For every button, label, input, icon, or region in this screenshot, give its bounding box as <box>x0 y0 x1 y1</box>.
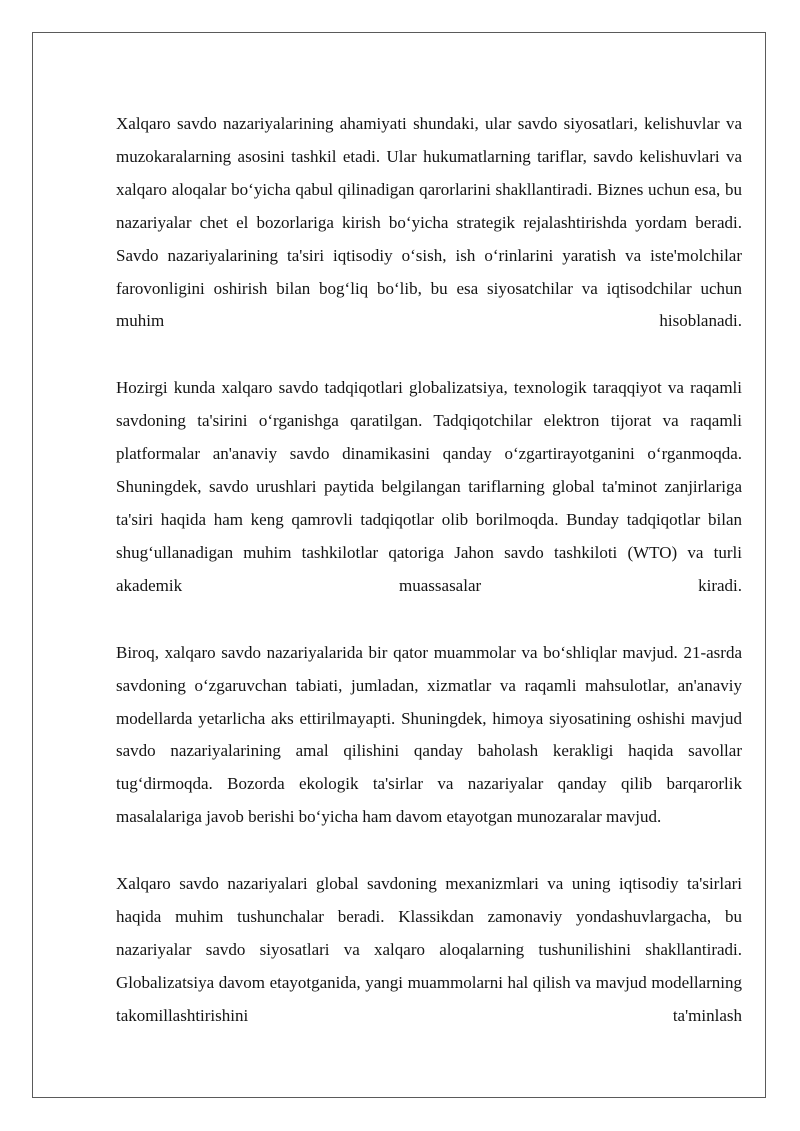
paragraph-1: Xalqaro savdo nazariyalarining ahamiyati shundaki, ular savdo siyosatlari, kelishuvlar va muzokaralarning asosini tashkil etadi. Ular hukumatlarning tariflar, savdo kelishuvlari va xalqaro aloqalar bo‘yicha qabul qilinadigan qarorlarini shakllantiradi. Biznes uchun esa, bu nazariyalar chet el bozorlariga kirish bo‘yicha strategik rejalashtirishda yordam beradi. Savdo nazariyalarining ta'siri iqtisodiy o‘sish, ish o‘rinlarini yaratish va iste'molchilar farovonligini oshirish bilan bog‘liq bo‘lib, bu esa siyosatchilar va iqtisodchilar uchun muhim hisoblanadi. <box>116 114 742 331</box>
paragraph-2: Hozirgi kunda xalqaro savdo tadqiqotlari globalizatsiya, texnologik taraqqiyot va raqamli savdoning ta'sirini o‘rganishga qaratilgan. Tadqiqotchilar elektron tijorat va raqamli platformalar an'anaviy savdo dinamikasini qanday o‘zgartirayotganini o‘rganmoqda. Shuningdek, savdo urushlari paytida belgilangan tariflarning global ta'minot zanjirlariga ta'siri haqida ham keng qamrovli tadqiqotlar olib borilmoqda. Bunday tadqiqotlar bilan shug‘ullanadigan muhim tashkilotlar qatoriga Jahon savdo tashkiloti (WTO) va turli akademik muassasalar kiradi. <box>116 378 742 595</box>
paragraph-4: Xalqaro savdo nazariyalari global savdoning mexanizmlari va uning iqtisodiy ta'sirlari haqida muhim tushunchalar beradi. Klassikdan zamonaviy yondashuvlargacha, bu nazariyalar savdo siyosatlari va xalqaro aloqalarning tushunilishini shakllantiradi. Globalizatsiya davom etayotganida, yangi muammolarni hal qilish va mavjud modellarning takomillashtirishini ta'minlash <box>116 874 742 1025</box>
document-body <box>116 108 742 1033</box>
paragraph-3: Biroq, xalqaro savdo nazariyalarida bir qator muammolar va bo‘shliqlar mavjud. 21-asrda savdoning o‘zgaruvchan tabiati, jumladan, xizmatlar va raqamli mahsulotlar, an'anaviy modellarda yetarlicha aks ettirilmayapti. Shuningdek, himoya siyosatining oshishi mavjud savdo nazariyalarining amal qilishini qanday baholash kerakligi haqida savollar tug‘dirmoqda. Bozorda ekologik ta'sirlar va nazariyalar qanday qilib barqarorlik masalalariga javob berishi bo‘yicha ham davom etayotgan munozaralar mavjud. <box>116 642 742 827</box>
